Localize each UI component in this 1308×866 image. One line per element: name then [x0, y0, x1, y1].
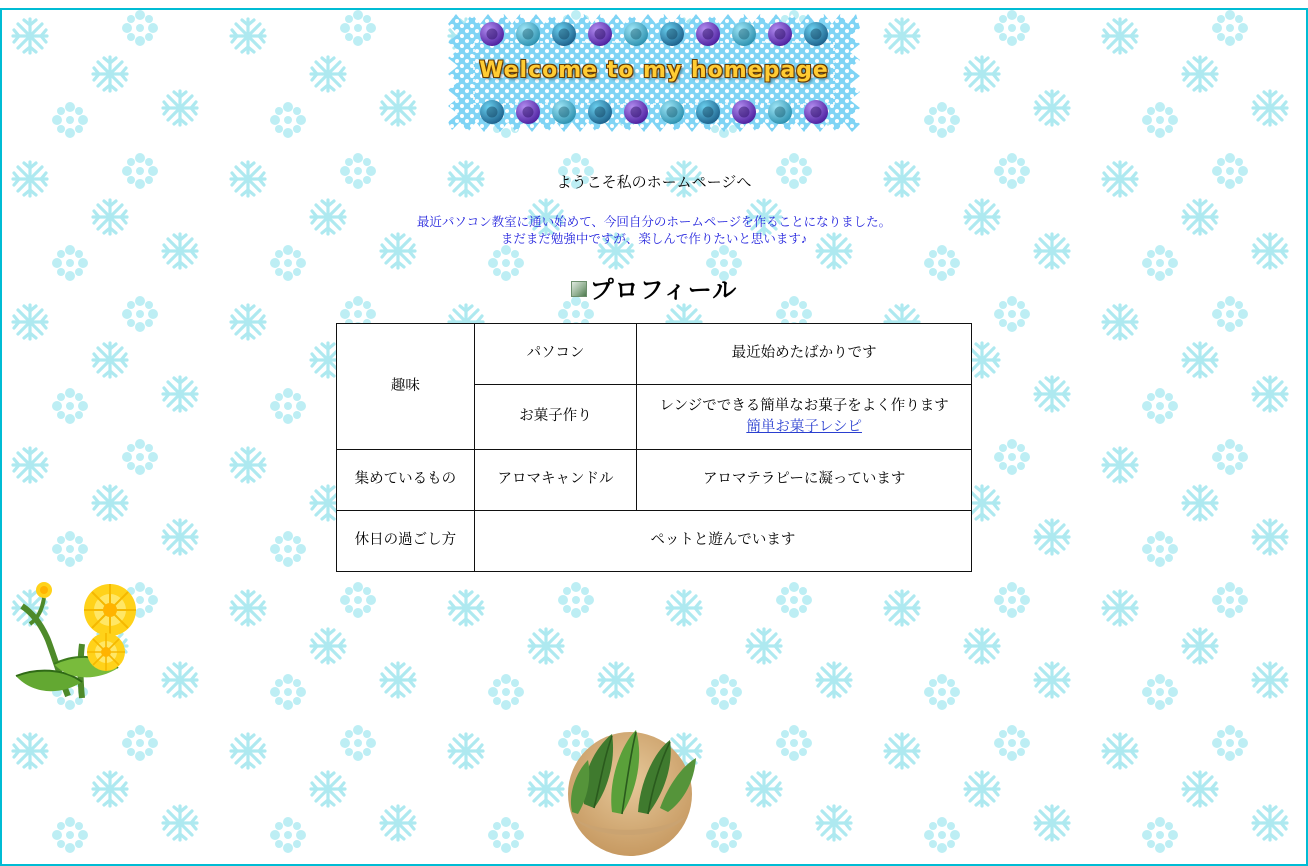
row-label-holiday: 休日の過ごし方: [337, 510, 475, 571]
welcome-banner: [444, 8, 864, 138]
row-value-holiday: ペットと遊んでいます: [474, 510, 971, 571]
row-label-hobby: 趣味: [337, 323, 475, 449]
banner-title: Welcome to my homepage: [479, 58, 829, 83]
intro-line-2: まだまだ勉強中ですが、楽しんで作りたいと思います♪: [500, 231, 808, 246]
row-label-collection: 集めているもの: [337, 449, 475, 510]
profile-table: [336, 323, 972, 572]
sweets-text: レンジでできる簡単なお菓子をよく作ります: [659, 397, 949, 414]
table-row: [337, 510, 972, 571]
green-plant-image: [550, 708, 710, 860]
profile-section-title: [0, 270, 1308, 305]
page-content: [0, 8, 1308, 572]
row-sub-pc: パソコン: [474, 323, 637, 384]
row-value-pc: 最近始めたばかりです: [637, 323, 972, 384]
intro-paragraph: [0, 214, 1308, 248]
welcome-text: ようこそ私のホームページへ: [556, 174, 752, 191]
intro-line-1: 最近パソコン教室に通い始めて、今回自分のホームページを作ることになりました。: [416, 215, 892, 229]
row-sub-sweets: お菓子作り: [474, 384, 637, 449]
recipe-link[interactable]: 簡単お菓子レシピ: [746, 418, 862, 435]
profile-title-label: プロフィール: [589, 276, 738, 304]
dandelion-flower-image: [8, 556, 158, 706]
row-value-sweets: [637, 384, 972, 449]
square-bullet-icon: [571, 281, 587, 297]
row-value-candle: アロマテラピーに凝っています: [637, 449, 972, 510]
table-row: [337, 323, 972, 384]
table-row: [337, 449, 972, 510]
row-sub-candle: アロマキャンドル: [474, 449, 637, 510]
